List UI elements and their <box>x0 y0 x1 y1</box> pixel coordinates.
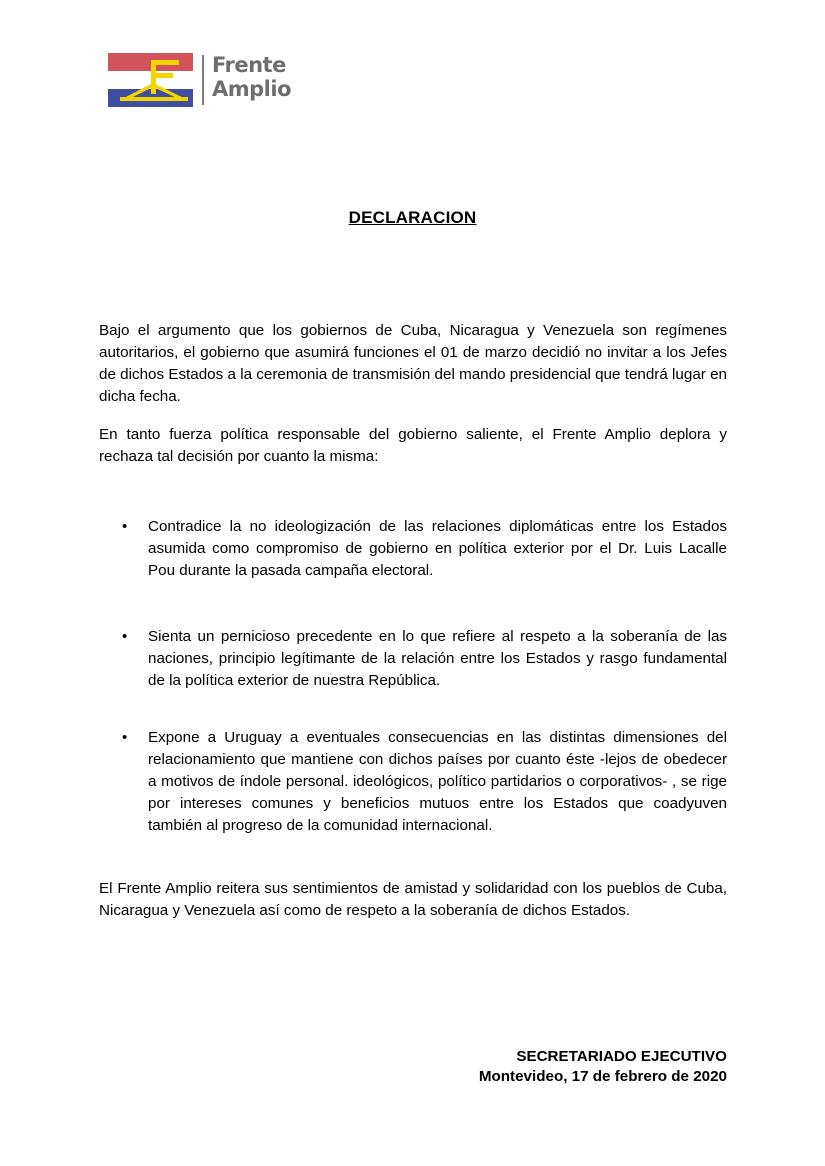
signature-organization: SECRETARIADO EJECUTIVO <box>516 1048 727 1065</box>
signature-block <box>479 1047 727 1087</box>
signature-place-date: Montevideo, 17 de febrero de 2020 <box>478 1068 727 1085</box>
frente-amplio-logo <box>108 53 298 109</box>
logo-wordmark <box>212 53 291 101</box>
paragraph-closing: El Frente Amplio reitera sus sentimientos de amistad y solidaridad con los pueblos de Cuba, Nicaragua y Venezuela así como de respeto a la soberanía de dichos Estados. <box>99 880 727 919</box>
paragraph-position: En tanto fuerza política responsable del gobierno saliente, el Frente Amplio deplora y rechaza tal decisión por cuanto la misma: <box>99 426 727 465</box>
list-item-text: Contradice la no ideologización de las relaciones diplomáticas entre los Estados asumida como compromiso de gobierno en política exterior por el Dr. Luis Lacalle Pou durante la pasada campaña electoral. <box>148 518 727 579</box>
logo-divider <box>202 55 204 105</box>
frente-amplio-flag-icon <box>108 53 193 107</box>
bullet-icon: • <box>122 518 128 535</box>
list-item-text: Expone a Uruguay a eventuales consecuencias en las distintas dimensiones del relacionamiento que mantiene con dichos países por cuanto éste -lejos de obedecer a motivos de índole personal. ideológicos, político partidarios o corporativos- , se rige por intereses comunes y beneficios mutuos entre los Estados que coadyuven también al progreso de la comunidad internacional. <box>148 729 727 834</box>
document-title: DECLARACION <box>348 208 477 227</box>
list-item-text: Sienta un pernicioso precedente en lo que refiere al respeto a la soberanía de las naciones, principio legítimante de la relación entre los Estados y rasgo fundamental de la política exterior de nuestra República. <box>148 628 727 689</box>
logo-line-2: Amplio <box>212 77 291 101</box>
paragraph-intro: Bajo el argumento que los gobiernos de Cuba, Nicaragua y Venezuela son regímenes autoritarios, el gobierno que asumirá funciones el 01 de marzo decidió no invitar a los Jefes de dichos Estados a la ceremonia de transmisión del mando presidencial que tendrá lugar en dicha fecha. <box>99 322 727 405</box>
bullet-icon: • <box>122 628 128 645</box>
logo-line-1: Frente <box>212 53 286 77</box>
bullet-icon: • <box>122 729 128 746</box>
